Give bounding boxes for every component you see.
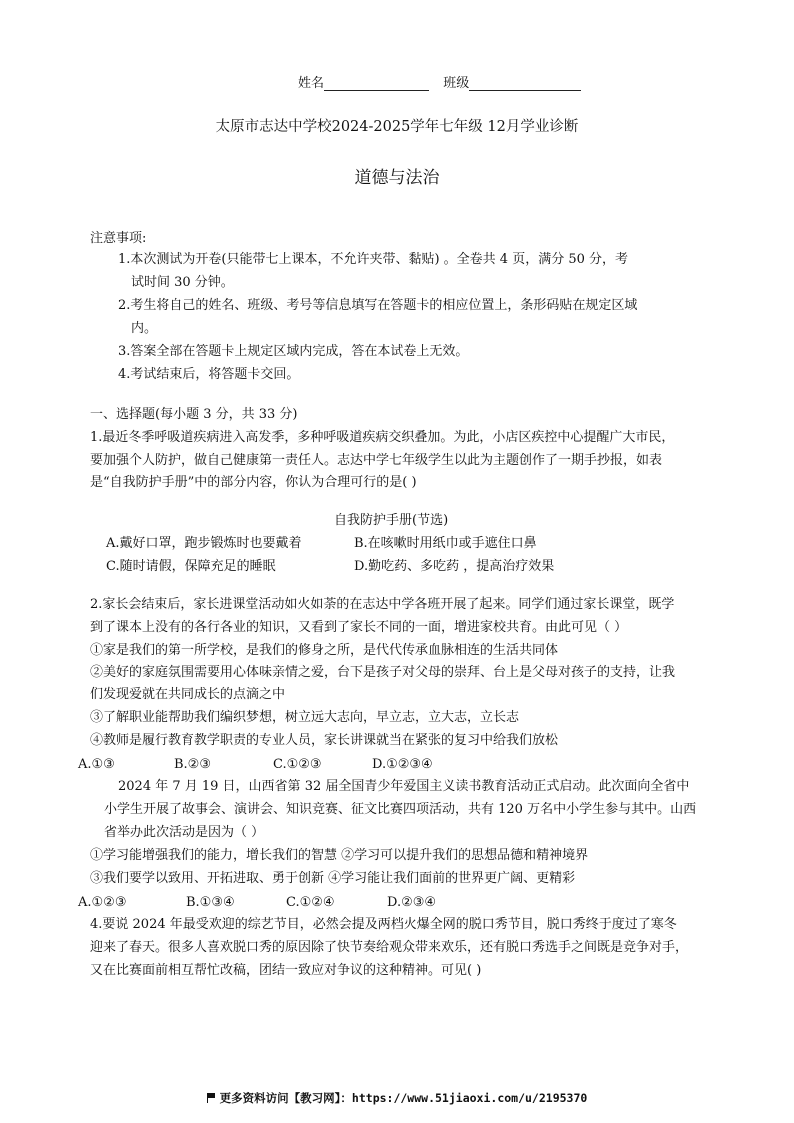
q3-option-c[interactable]: C.①②④ bbox=[286, 895, 335, 910]
q2-statement-1: ①家是我们的第一所学校，是我们的修身之所，是代代传承血脉相连的生活共同体 bbox=[90, 643, 559, 658]
q3-statements-1-2: ①学习能增强我们的能力，增长我们的智慧 ②学习可以提升我们的思想品德和精神境界 bbox=[90, 848, 589, 863]
q1-option-a[interactable]: A.戴好口罩，跑步锻炼时也要戴着 bbox=[106, 536, 302, 551]
q3-option-a[interactable]: A.①②③ bbox=[78, 895, 127, 910]
q2-option-d[interactable]: D.①②③④ bbox=[372, 757, 433, 772]
q1-option-b[interactable]: B.在咳嗽时用纸巾或手遮住口鼻 bbox=[354, 536, 537, 551]
notice-heading: 注意事项: bbox=[90, 231, 147, 246]
section-heading: 一、选择题(每小题 3 分，共 33 分) bbox=[90, 407, 298, 422]
q3-line-2: 小学生开展了故事会、演讲会、知识竞赛、征文比赛四项活动，共有 120 万名中小学生参与其中。山西 bbox=[104, 802, 697, 817]
q3-option-b[interactable]: B.①③④ bbox=[186, 895, 235, 910]
notice-item-2: 2.考生将自己的姓名、班级、考号等信息填写在答题卡的相应位置上，条形码贴在规定区域 bbox=[118, 298, 638, 313]
q1-table-caption: 自我防护手册(节选) bbox=[334, 513, 449, 528]
q1-line-3: 是“自我防护手册”中的部分内容，你认为合理可行的是( ) bbox=[90, 475, 417, 490]
q3-line-3: 省举办此次活动是因为（ ） bbox=[104, 825, 265, 840]
notice-item-1: 1.本次测试为开卷(只能带七上课本，不允许夹带、黏贴) 。全卷共 4 页，满分 50 分，考 bbox=[118, 252, 629, 267]
q2-line-2: 到了课本上没有的各行各业的知识，又看到了家长不同的一面，增进家校共育。由此可见（ ） bbox=[90, 620, 628, 635]
q2-statement-2-cont: 们发现爱就在共同成长的点滴之中 bbox=[90, 687, 286, 702]
flag-icon bbox=[207, 1093, 216, 1103]
q1-option-d[interactable]: D.勤吃药、多吃药 ，提高治疗效果 bbox=[354, 559, 555, 574]
q4-line-2: 迎来了春天。很多人喜欢脱口秀的原因除了快节奏给观众带来欢乐，还有脱口秀选手之间既是竞争对手， bbox=[90, 940, 689, 955]
class-label: 班级 bbox=[443, 76, 470, 91]
q3-option-d[interactable]: D.②③④ bbox=[387, 895, 437, 910]
notice-item-4: 4.考试结束后，将答题卡交回。 bbox=[118, 367, 300, 382]
q4-line-1: 4.要说 2024 年最受欢迎的综艺节目，必然会提及两档火爆全网的脱口秀节目，脱口秀终于度过了寒冬 bbox=[90, 917, 677, 932]
notice-item-2-cont: 内。 bbox=[131, 321, 158, 336]
subject-title: 道德与法治 bbox=[354, 168, 440, 188]
name-class-row bbox=[298, 72, 581, 91]
class-blank bbox=[469, 76, 581, 91]
q3-line-1: 2024 年 7 月 19 日，山西省第 32 届全国青少年爱国主义读书教育活动正式启动。此次面向全省中 bbox=[118, 779, 690, 794]
q3-statements-3-4: ③我们要学以致用、开拓进取、勇于创新 ④学习能让我们面前的世界更广阔、更精彩 bbox=[90, 871, 576, 886]
q2-statement-2: ②美好的家庭氛围需要用心体味亲情之爱，台下是孩子对父母的崇拜、台上是父母对孩子的支持，让我 bbox=[90, 665, 676, 680]
name-label: 姓名 bbox=[298, 76, 325, 91]
exam-title: 太原市志达中学校2024-2025学年七年级 12月学业诊断 bbox=[215, 119, 579, 135]
name-blank bbox=[324, 76, 429, 91]
q1-option-c[interactable]: C.随时请假，保障充足的睡眠 bbox=[106, 559, 276, 574]
q2-option-c[interactable]: C.①②③ bbox=[273, 757, 322, 772]
footer-link[interactable]: 更多资料访问【教习网】：https://www.51jiaoxi.com/u/2195370 bbox=[219, 1091, 588, 1105]
q1-line-2: 要加强个人防护，做自己健康第一责任人。志达中学七年级学生以此为主题创作了一期手抄报，如表 bbox=[90, 453, 663, 468]
q1-line-1: 1.最近冬季呼吸道疾病进入高发季，多种呼吸道疾病交织叠加。为此，小店区疾控中心提醒广大市民， bbox=[90, 430, 675, 445]
notice-item-3: 3.答案全部在答题卡上规定区域内完成，答在本试卷上无效。 bbox=[118, 344, 469, 359]
q2-option-a[interactable]: A.①③ bbox=[78, 757, 115, 772]
q4-line-3: 又在比赛面前相互帮忙改稿，团结一致应对争议的这种精神。可见( ) bbox=[90, 963, 482, 978]
notice-item-1-cont: 试时间 30 分钟。 bbox=[131, 275, 234, 290]
q2-statement-3: ③了解职业能帮助我们编织梦想，树立远大志向，早立志，立大志，立长志 bbox=[90, 710, 520, 725]
q2-statement-4: ④教师是履行教育教学职责的专业人员，家长讲课就当在紧张的复习中给我们放松 bbox=[90, 733, 559, 748]
footer bbox=[0, 1090, 794, 1106]
q2-line-1: 2.家长会结束后，家长进课堂活动如火如荼的在志达中学各班开展了起来。同学们通过家长课堂，既学 bbox=[90, 597, 675, 612]
q2-option-b[interactable]: B.②③ bbox=[174, 757, 211, 772]
